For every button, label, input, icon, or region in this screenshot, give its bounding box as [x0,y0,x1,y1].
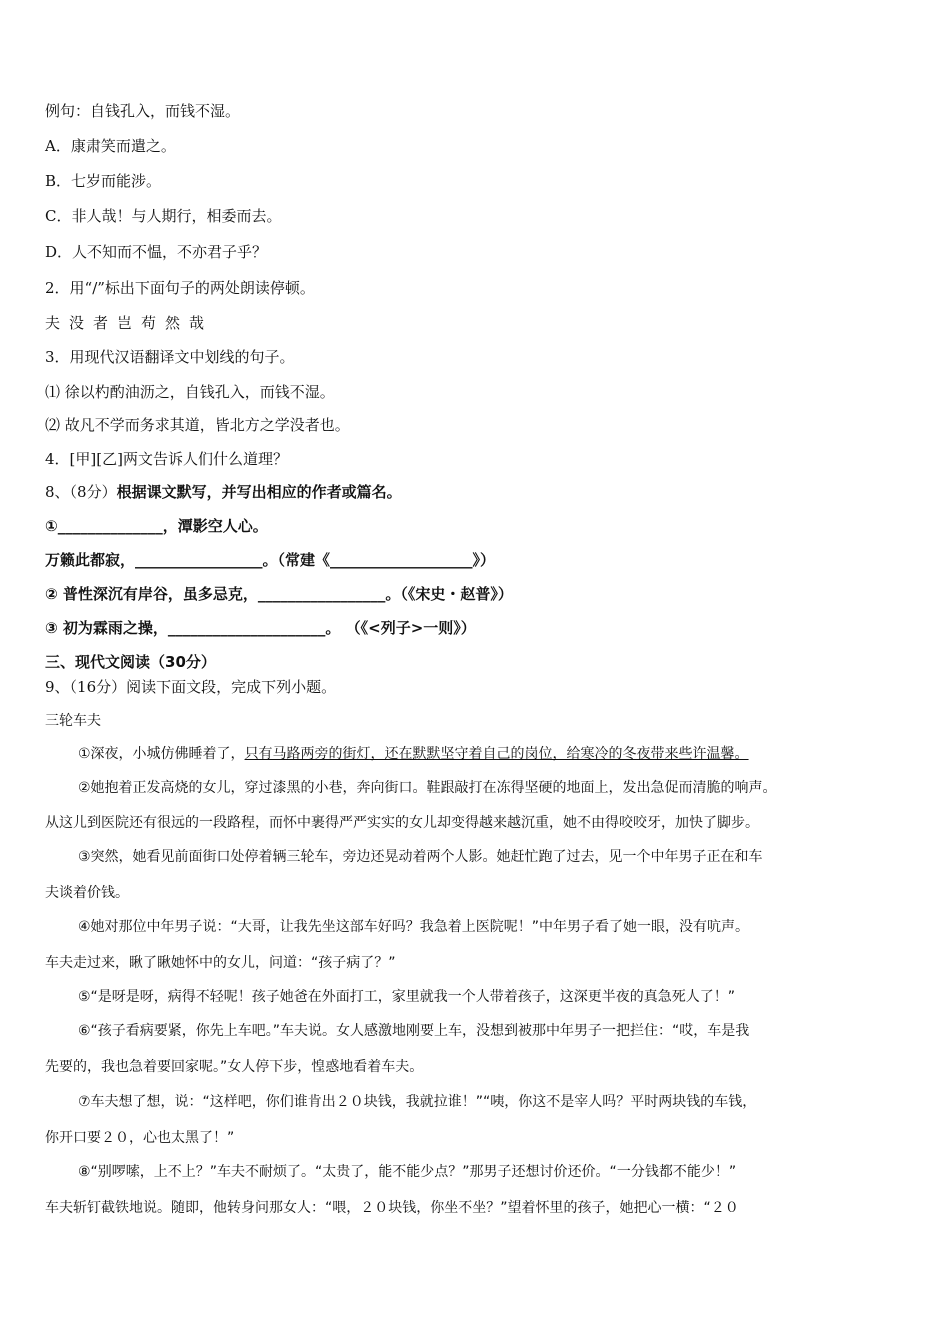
paragraph-4-line-1: ④她对那位中年男子说：“大哥，让我先坐这部车好吗？我急着上医院呢！”中年男子看了她一眼，没有吭声。 [78,919,750,935]
option-c: C．非人哉！与人期行，相委而去。 [45,207,282,225]
paragraph-3-line-2: 夫谈着价钱。 [45,885,129,901]
recitation-line-1: ①______________，潭影空人心。 [45,517,268,535]
translate-item-1: ⑴ 徐以杓酌油沥之，自钱孔入，而钱不湿。 [45,383,335,401]
recitation-line-3: ② 普性深沉有岸谷，虽多忌克，_________________。（《宋史・赵普》） [45,585,513,603]
paragraph-2-line-1: ②她抱着正发高烧的女儿，穿过漆黑的小巷，奔向街口。鞋跟敲打在冻得坚硬的地面上，发出急促而清脆的响声。 [78,780,777,796]
paragraph-3-line-1: ③突然，她看见前面街口处停着辆三轮车，旁边还晃动着两个人影。她赶忙跑了过去，见一个中年男子正在和车 [78,849,763,865]
paragraph-5: ⑤“是呀是呀，病得不轻呢！孩子她爸在外面打工，家里就我一个人带着孩子，这深更半夜的真急死人了！” [78,989,736,1005]
translate-item-2: ⑵ 故凡不学而务求其道，皆北方之学没者也。 [45,416,350,434]
recitation-line-4: ③ 初为霖雨之操，_____________________。 （《<列子>一则》） [45,619,476,637]
option-b: B．七岁而能涉。 [45,172,162,190]
underlined-sentence: 只有马路两旁的街灯，还在默默坚守着自己的岗位，给寒冷的冬夜带来些许温馨。 [244,746,749,762]
question-8-number: 8、（8分） [45,483,117,501]
example-sentence: 例句：自钱孔入，而钱不湿。 [45,102,241,120]
paragraph-7-line-2: 你开口要２０，心也太黑了！” [45,1130,235,1146]
paragraph-6-line-2: 先要的，我也急着要回家呢。”女人停下步，惶惑地看着车夫。 [45,1059,424,1075]
question-9-header: 9、（16分）阅读下面文段，完成下列小题。 [45,678,337,696]
paragraph-2-line-2: 从这儿到医院还有很远的一段路程，而怀中裹得严严实实的女儿却变得越来越沉重，她不由得咬咬牙，加快了脚步。 [45,815,759,831]
pause-sentence: 夫没者岂苟然哉 [45,314,214,332]
question-8-header [45,482,402,502]
paragraph-1 [78,744,749,764]
option-a: A．康肃笑而遣之。 [45,137,176,155]
subquestion-4: 4．[甲][乙]两文告诉人们什么道理？ [45,450,288,468]
subquestion-2: 2．用“/”标出下面句子的两处朗读停顿。 [45,279,315,297]
paragraph-8-line-2: 车夫斩钉截铁地说。随即，他转身问那女人：“喂，２０块钱，你坐不坐？”望着怀里的孩子，她把心一横：“２０ [45,1200,739,1216]
recitation-line-2: 万籁此都寂，_________________。（常建《___________________》） [45,551,496,569]
paragraph-4-line-2: 车夫走过来，瞅了瞅她怀中的女儿，问道：“孩子病了？” [45,955,396,971]
section-3-heading: 三、现代文阅读（30分） [45,653,216,671]
subquestion-3: 3．用现代汉语翻译文中划线的句子。 [45,348,295,366]
paragraph-1-lead: ①深夜，小城仿佛睡着了， [78,746,245,762]
question-8-instruction: 根据课文默写，并写出相应的作者或篇名。 [116,483,402,501]
passage-title: 三轮车夫 [45,713,101,729]
paragraph-8-line-1: ⑧“别啰嗦，上不上？”车夫不耐烦了。“太贵了，能不能少点？”那男子还想讨价还价。“一分钱都不能少！” [78,1164,737,1180]
paragraph-7-line-1: ⑦车夫想了想，说：“这样吧，你们谁肯出２０块钱，我就拉谁！”“咦，你这不是宰人吗？平时两块钱的车钱， [78,1094,757,1110]
paragraph-6-line-1: ⑥“孩子看病要紧，你先上车吧。”车夫说。女人感激地刚要上车，没想到被那中年男子一把拦住：“哎，车是我 [78,1023,750,1039]
option-d: D．人不知而不愠，不亦君子乎？ [45,243,268,261]
